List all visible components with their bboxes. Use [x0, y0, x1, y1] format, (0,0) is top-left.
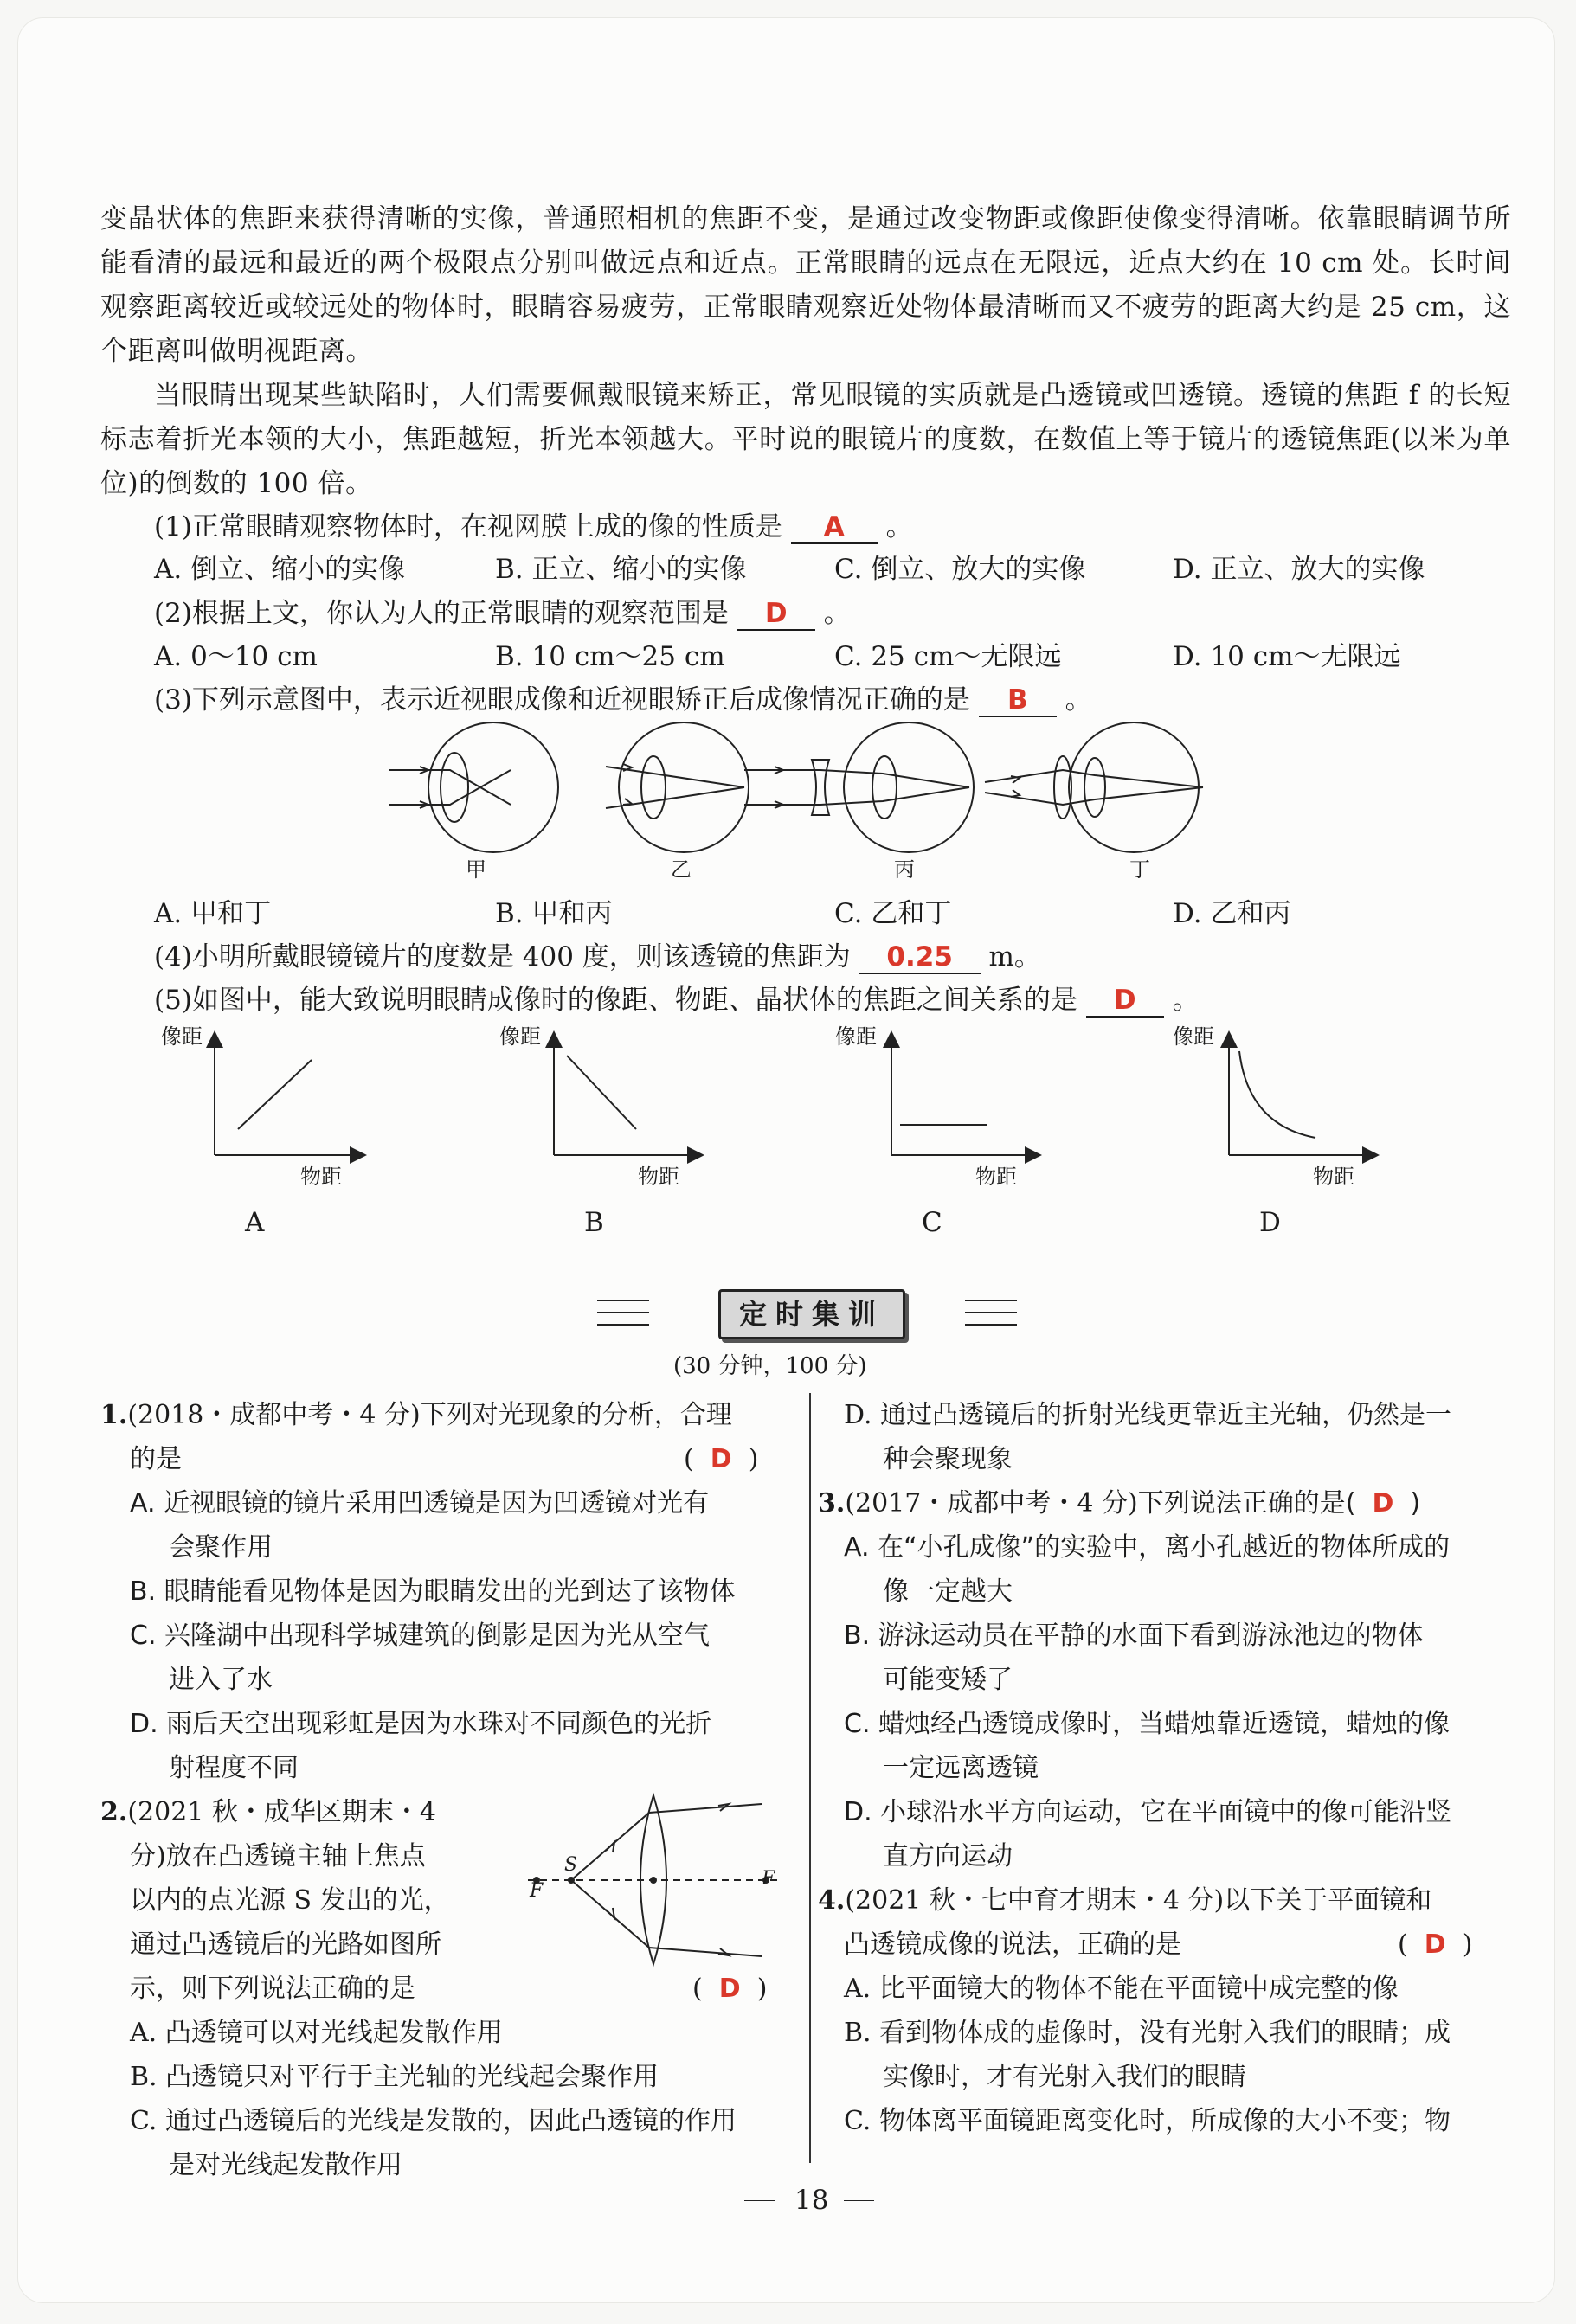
graph-c-xlabel: 物距: [975, 1165, 1017, 1189]
left-q1-option-a-cont: 会聚作用: [169, 1532, 273, 1563]
question-2-end: 。: [823, 598, 851, 629]
lens-focus-right: F: [762, 1868, 775, 1890]
right-q4-option-c: C. 物体离平面镜距离变化时，所成像的大小不变；物: [844, 2106, 1451, 2136]
section-rule-left-2: [597, 1312, 649, 1313]
question-1-stem: (1)正常眼睛观察物体时，在视网膜上成的像的性质是: [154, 511, 782, 542]
q2-option-c: C. 25 cm～无限远: [834, 641, 1062, 672]
section-rule-left-1: [597, 1300, 649, 1301]
right-q3-number: 3.: [818, 1488, 846, 1518]
right-q3-option-a: A. 在“小孔成像”的实验中，离小孔越近的物体所成的: [844, 1532, 1451, 1563]
q2-option-a: A. 0～10 cm: [154, 641, 318, 672]
footer-rule-right: [844, 2200, 874, 2201]
left-q1-option-a: A. 近视眼镜的镜片采用凹透镜是因为凹透镜对光有: [130, 1488, 710, 1518]
section-rule-right-3: [965, 1324, 1017, 1326]
intro-paragraph-1: 变晶状体的焦距来获得清晰的实像，普通照相机的焦距不变，是通过改变物距或像距使像变得清晰。依靠眼睛调节所能看清的最远和最近的两个极限点分别叫做远点和近点。正常眼睛的远点在无限远，近点大约在 10 cm 处。长时间观察距离较近或较远处的物体时，眼睛容易疲劳，正常眼睛观察近处物体最清晰而又不疲劳的距离大约是 25 cm，这个距离叫做明视距离。: [100, 203, 1511, 367]
right-q3-option-d: D. 小球沿水平方向运动，它在平面镜中的像可能沿竖: [844, 1797, 1452, 1827]
graph-d-ylabel: 像距: [1173, 1024, 1214, 1049]
left-q2-option-b: B. 凸透镜只对平行于主光轴的光线起会聚作用: [130, 2062, 659, 2092]
question-3-end: 。: [1065, 684, 1092, 716]
question-2: [154, 591, 851, 631]
left-q2-line4: 通过凸透镜后的光路如图所: [130, 1929, 441, 1960]
eye-diagrams: [372, 709, 1238, 891]
q3-option-c: C. 乙和丁: [834, 898, 952, 929]
q3-option-b: B. 甲和丙: [495, 898, 613, 929]
left-q1-option-c-cont: 进入了水: [169, 1665, 273, 1695]
eye-diagram-bing: [744, 722, 974, 852]
section-rule-right-2: [965, 1312, 1017, 1313]
right-q4-text-1: (2021 秋・七中育才期末・4 分)以下关于平面镜和: [845, 1885, 1432, 1916]
question-3-answer: B: [979, 684, 1057, 717]
right-q4-line1: [818, 1878, 1431, 1923]
right-q2-option-d: D. 通过凸透镜后的折射光线更靠近主光轴，仍然是一: [844, 1400, 1452, 1430]
graph-b-label: B: [584, 1207, 604, 1238]
question-1: [154, 504, 913, 544]
right-q3-option-c-cont: 一定远离透镜: [883, 1753, 1039, 1783]
q3-option-a: A. 甲和丁: [154, 898, 272, 929]
left-q2-line5: 示，则下列说法正确的是: [130, 1974, 415, 2004]
right-q4-option-b-cont: 实像时，才有光射入我们的眼睛: [883, 2062, 1246, 2092]
eye-diagram-ding: [985, 722, 1203, 852]
caption-yi: 乙: [671, 857, 692, 882]
right-q3-answer: D: [1372, 1488, 1394, 1518]
right-q3-stem: 下列说法正确的是: [1137, 1488, 1346, 1518]
right-q3-option-d-cont: 直方向运动: [883, 1841, 1013, 1871]
left-q2-line3: 以内的点光源 S 发出的光，: [130, 1885, 450, 1916]
right-q4-answer: D: [1424, 1929, 1446, 1960]
left-q1-bracket: ( D ): [684, 1444, 759, 1474]
left-q1-line1: [100, 1393, 732, 1437]
question-4-answer: 0.25: [859, 941, 981, 974]
left-q1-answer: D: [710, 1444, 732, 1474]
left-q2-line1: [100, 1790, 436, 1834]
graph-a-label: A: [245, 1207, 265, 1238]
graph-c: [891, 1034, 1039, 1155]
caption-ding: 丁: [1129, 857, 1150, 882]
question-2-stem: (2)根据上文，你认为人的正常眼睛的观察范围是: [154, 598, 729, 629]
page-number: 18: [794, 2185, 829, 2216]
right-q3-line1: 3.(2017・成都中考・4 分)下列说法正确的是( D ): [818, 1488, 1421, 1518]
question-4-end: m。: [988, 941, 1041, 973]
left-q2-number: 2.: [100, 1797, 128, 1827]
right-q4-bracket: ( D ): [1398, 1929, 1473, 1960]
section-time: (30 分钟，100 分): [673, 1353, 867, 1379]
footer-rule-left: [744, 2200, 775, 2201]
question-4: [154, 934, 1041, 974]
section-rule-left-3: [597, 1324, 649, 1326]
graph-b: [554, 1034, 701, 1155]
q3-option-d: D. 乙和丙: [1173, 898, 1291, 929]
question-1-answer: A: [791, 511, 878, 544]
right-q3-option-b-cont: 可能变矮了: [883, 1665, 1013, 1695]
section-title: 定时集训: [718, 1289, 905, 1339]
right-q3-option-b: B. 游泳运动员在平静的水面下看到游泳池边的物体: [844, 1621, 1424, 1651]
intro-paragraph-2: 当眼睛出现某些缺陷时，人们需要佩戴眼镜来矫正，常见眼镜的实质就是凸透镜或凹透镜。透镜的焦距 f 的长短标志着折光本领的大小，焦距越短，折光本领越大。平时说的眼镜片的度数，在数值上等于镜片的透镜焦距(以米为单位)的倒数的 100 倍。: [100, 380, 1511, 499]
convex-lens-diagram: [519, 1787, 796, 1977]
graph-d-label: D: [1259, 1207, 1281, 1238]
left-q1-option-d-cont: 射程度不同: [169, 1753, 299, 1783]
left-q2-answer: D: [718, 1974, 741, 2004]
question-2-answer: D: [737, 598, 815, 631]
right-q4-line2: 凸透镜成像的说法，正确的是: [844, 1929, 1181, 1960]
right-q4-option-a: A. 比平面镜大的物体不能在平面镜中成完整的像: [844, 1974, 1399, 2004]
q1-option-a: A. 倒立、缩小的实像: [154, 554, 406, 585]
left-q1-source: (2018・成都中考・4 分): [127, 1400, 421, 1430]
right-q4-option-b: B. 看到物体成的虚像时，没有光射入我们的眼睛；成: [844, 2018, 1451, 2048]
caption-jia: 甲: [466, 857, 486, 882]
graph-b-xlabel: 物距: [638, 1165, 679, 1189]
section-rule-right-1: [965, 1300, 1017, 1301]
graph-a: [215, 1034, 363, 1155]
right-q2-option-d-cont: 种会聚现象: [883, 1444, 1013, 1474]
left-q1-line2: 的是: [130, 1444, 182, 1474]
graph-a-xlabel: 物距: [300, 1165, 342, 1189]
left-q1-option-d: D. 雨后天空出现彩虹是因为水珠对不同颜色的光折: [130, 1709, 712, 1739]
left-q1-option-b: B. 眼睛能看见物体是因为眼睛发出的光到达了该物体: [130, 1576, 736, 1607]
caption-bing: 丙: [894, 857, 915, 882]
question-1-end: 。: [885, 511, 913, 542]
question-5-end: 。: [1172, 985, 1200, 1016]
graph-d: [1229, 1034, 1376, 1155]
question-3-stem: (3)下列示意图中，表示近视眼成像和近视眼矫正后成像情况正确的是: [154, 684, 970, 716]
right-q4-number: 4.: [818, 1885, 846, 1916]
left-q1-option-c: C. 兴隆湖中出现科学城建筑的倒影是因为光从空气: [130, 1621, 711, 1651]
left-q1-number: 1.: [100, 1400, 128, 1430]
graph-c-ylabel: 像距: [835, 1024, 877, 1049]
graph-c-label: C: [922, 1207, 942, 1238]
q2-option-d: D. 10 cm～无限远: [1173, 641, 1401, 672]
q2-option-b: B. 10 cm～25 cm: [495, 641, 725, 672]
left-q1-stem: 下列对光现象的分析，合理: [420, 1400, 732, 1430]
q1-option-c: C. 倒立、放大的实像: [834, 554, 1086, 585]
lens-point-s: S: [564, 1854, 578, 1876]
eye-diagram-jia: [389, 722, 558, 852]
question-5-stem: (5)如图中，能大致说明眼睛成像时的像距、物距、晶状体的焦距之间关系的是: [154, 985, 1077, 1016]
q1-option-b: B. 正立、缩小的实像: [495, 554, 747, 585]
right-q3-option-c: C. 蜡烛经凸透镜成像时，当蜡烛靠近透镜，蜡烛的像: [844, 1709, 1451, 1739]
left-q2-option-c-cont: 是对光线起发散作用: [169, 2150, 402, 2180]
question-4-stem: (4)小明所戴眼镜镜片的度数是 400 度，则该透镜的焦距为: [154, 941, 851, 973]
question-5: [154, 978, 1200, 1018]
right-q3-option-a-cont: 像一定越大: [883, 1576, 1013, 1607]
column-divider: [809, 1393, 811, 2163]
left-q2-bracket: ( D ): [692, 1974, 768, 2004]
right-q3-source: (2017・成都中考・4 分): [845, 1488, 1138, 1518]
left-q2-text-1: (2021 秋・成华区期末・4: [127, 1797, 437, 1827]
left-q2-line2: 分)放在凸透镜主轴上焦点: [130, 1841, 426, 1871]
left-q2-option-a: A. 凸透镜可以对光线起发散作用: [130, 2018, 503, 2048]
question-5-answer: D: [1086, 985, 1164, 1018]
left-q2-option-c: C. 通过凸透镜后的光线是发散的，因此凸透镜的作用: [130, 2106, 737, 2136]
graph-b-ylabel: 像距: [499, 1024, 541, 1049]
lens-focus-left: F: [530, 1880, 544, 1902]
q1-option-d: D. 正立、放大的实像: [1173, 554, 1425, 585]
relation-graphs: [156, 1017, 1411, 1190]
graph-a-ylabel: 像距: [161, 1024, 203, 1049]
eye-diagram-yi: [606, 722, 749, 852]
graph-d-xlabel: 物距: [1313, 1165, 1354, 1189]
